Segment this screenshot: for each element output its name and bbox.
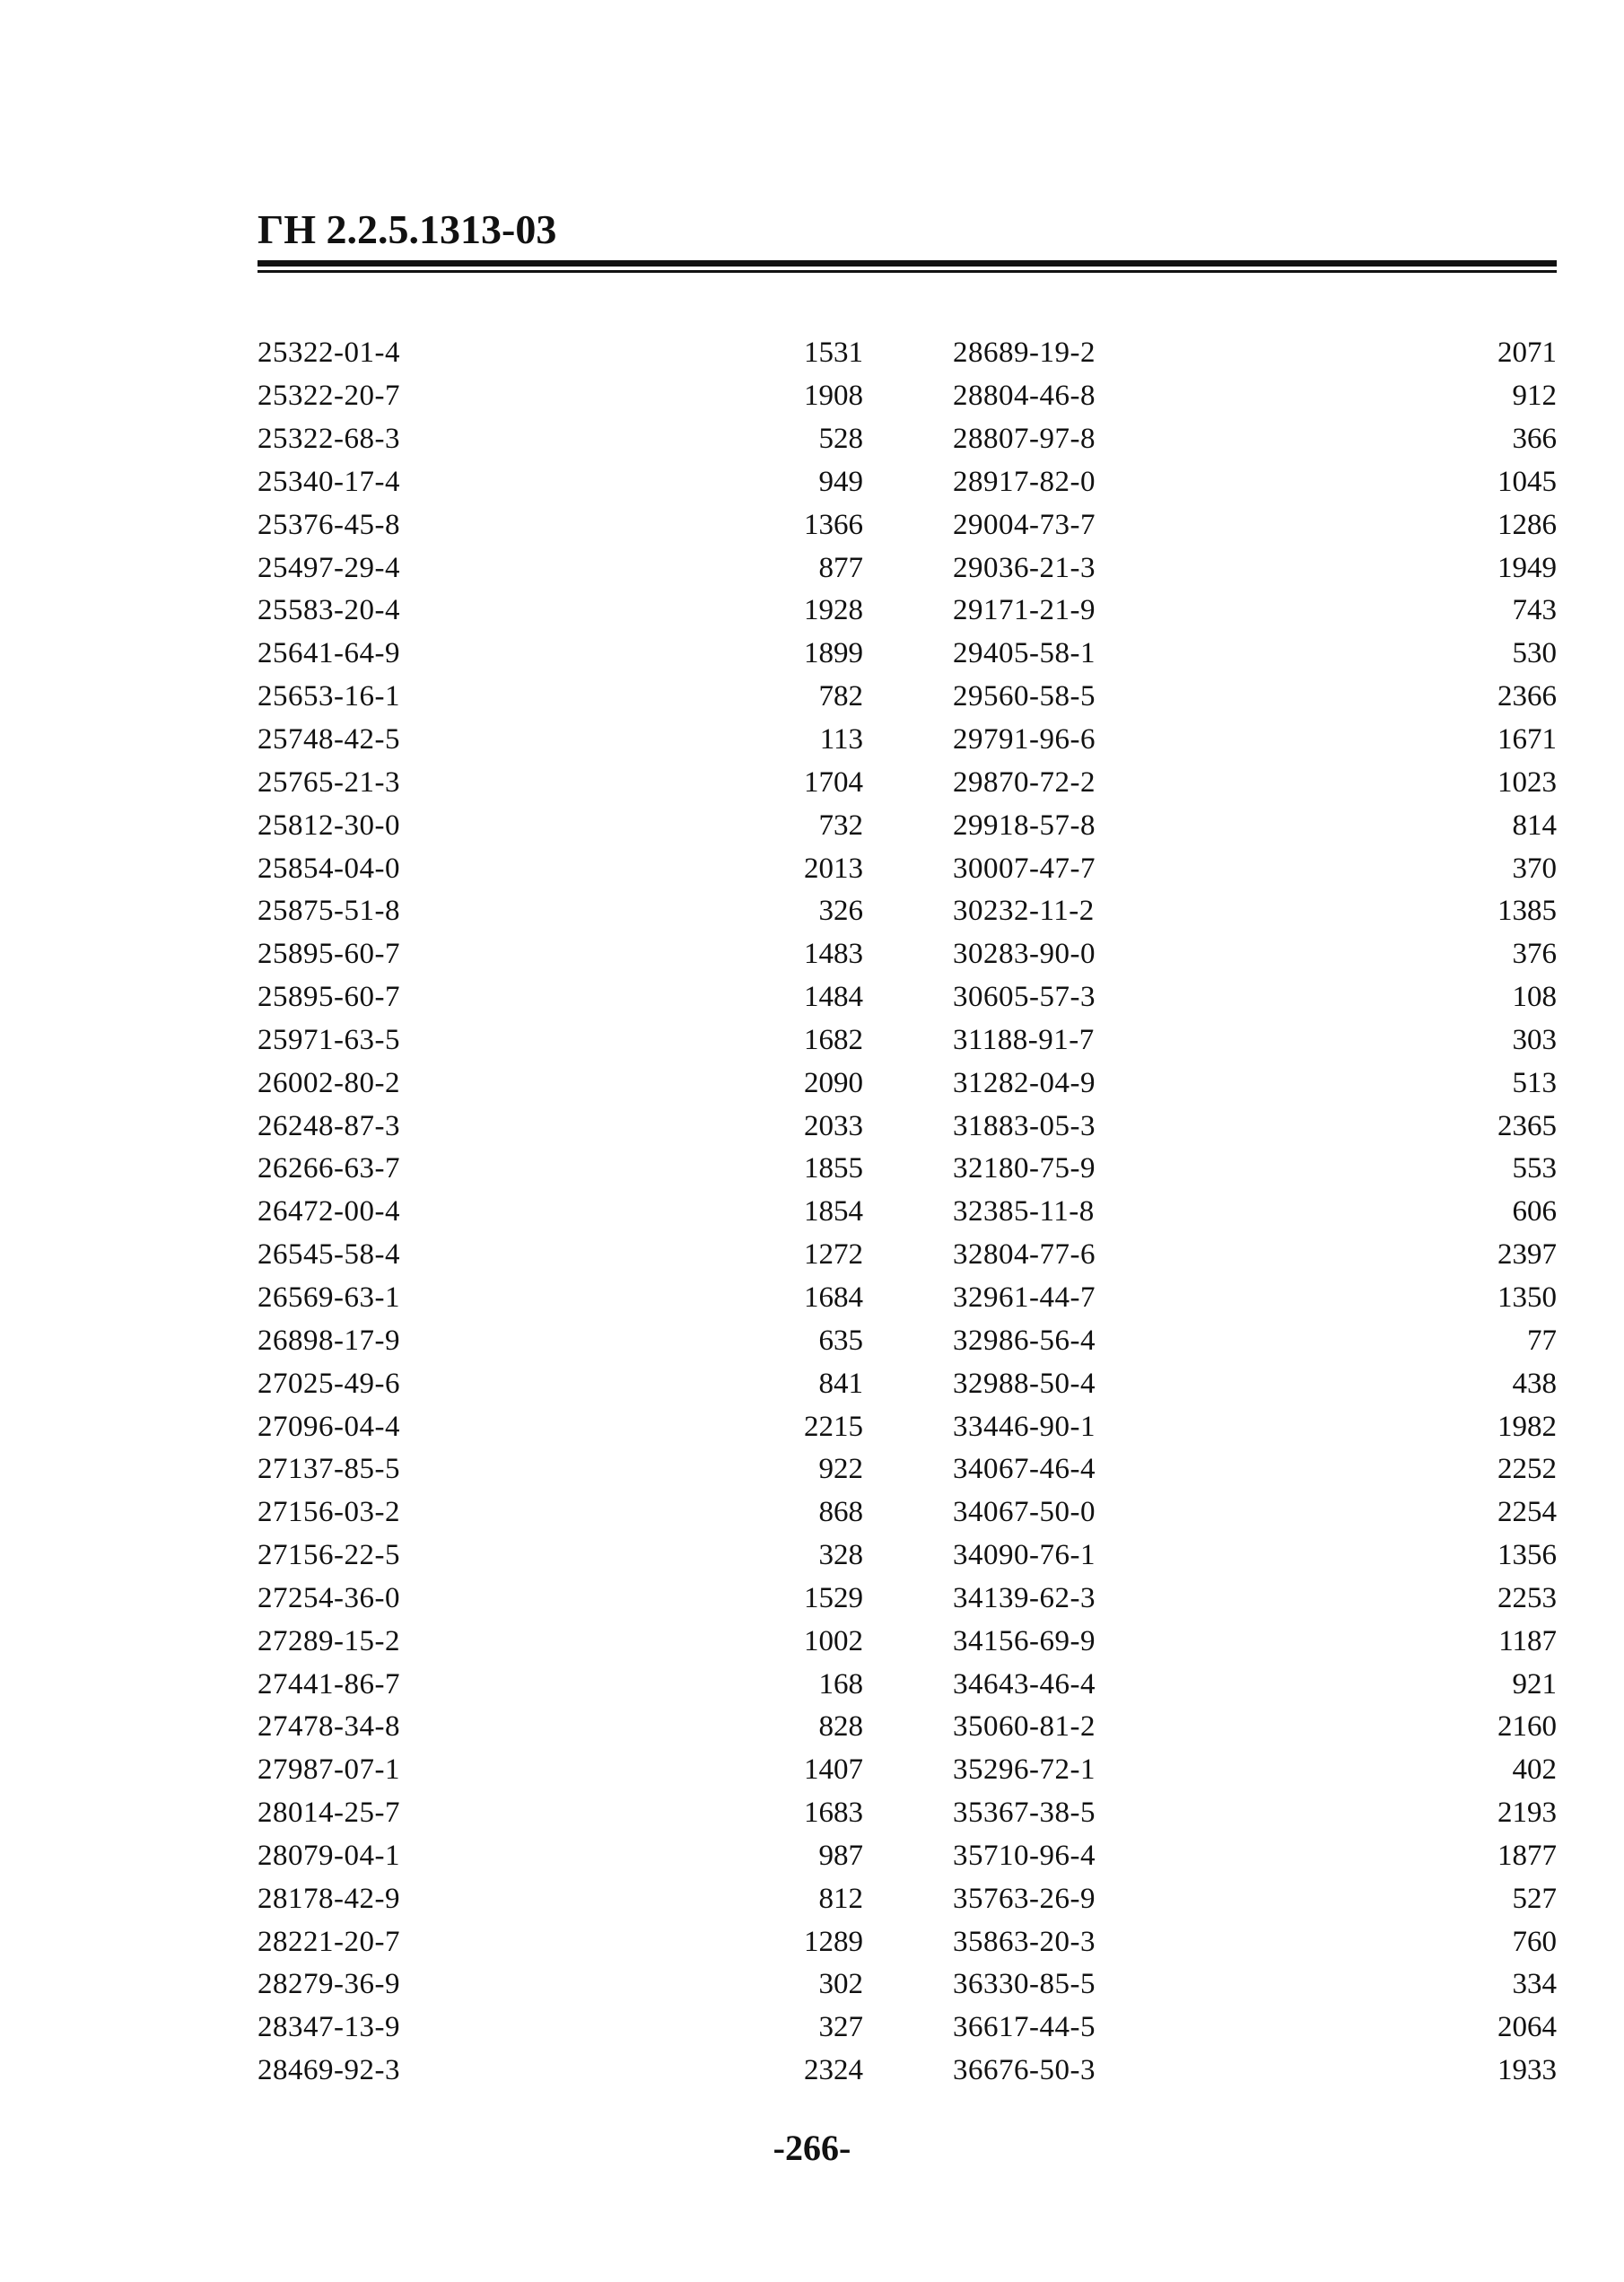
table-row [258, 1792, 863, 1835]
entry-number: 438 [1512, 1367, 1557, 1400]
table-row [258, 976, 863, 1019]
table-row [953, 1963, 1557, 2007]
table-row [953, 890, 1557, 933]
cas-number: 28469-92-3 [258, 2054, 400, 2087]
cas-number: 28014-25-7 [258, 1797, 400, 1830]
entry-number: 370 [1512, 852, 1557, 885]
table-row [953, 590, 1557, 633]
table-row [953, 1234, 1557, 1277]
table-row [953, 1448, 1557, 1491]
cas-number: 27137-85-5 [258, 1453, 400, 1486]
cas-number: 29918-57-8 [953, 809, 1096, 842]
table-row [258, 804, 863, 847]
entry-number: 2090 [804, 1066, 863, 1099]
cas-number: 26898-17-9 [258, 1324, 400, 1357]
table-row [953, 1792, 1557, 1835]
entry-number: 1854 [804, 1195, 863, 1228]
entry-number: 2160 [1497, 1710, 1557, 1744]
cas-number: 28807-97-8 [953, 423, 1096, 456]
entry-number: 987 [818, 1839, 863, 1872]
table-row [953, 1319, 1557, 1362]
entry-number: 841 [818, 1367, 863, 1400]
cas-number: 34156-69-9 [953, 1624, 1096, 1657]
table-row [953, 1577, 1557, 1620]
entry-number: 2365 [1497, 1109, 1557, 1142]
table-row [953, 1835, 1557, 1878]
cas-number: 30283-90-0 [953, 938, 1096, 971]
cas-number: 35710-96-4 [953, 1839, 1096, 1872]
entry-number: 334 [1512, 1968, 1557, 2001]
entry-number: 1855 [804, 1152, 863, 1185]
entry-number: 327 [818, 2011, 863, 2044]
cas-number: 30007-47-7 [953, 852, 1096, 885]
entry-number: 1045 [1497, 465, 1557, 498]
table-row [953, 804, 1557, 847]
table-row [953, 1706, 1557, 1749]
table-row [953, 1105, 1557, 1148]
column-gap [863, 332, 953, 2093]
entry-number: 2324 [804, 2054, 863, 2087]
cas-number: 27156-22-5 [258, 1539, 400, 1572]
entry-number: 1877 [1497, 1839, 1557, 1872]
cas-number: 25641-64-9 [258, 637, 400, 670]
entry-number: 1366 [804, 508, 863, 541]
entry-number: 108 [1512, 981, 1557, 1014]
cas-number: 27096-04-4 [258, 1410, 400, 1443]
cas-number: 27156-03-2 [258, 1496, 400, 1529]
cas-number: 35863-20-3 [953, 1925, 1096, 1958]
cas-number: 25875-51-8 [258, 895, 400, 928]
cas-number: 25340-17-4 [258, 465, 400, 498]
entry-number: 1982 [1497, 1410, 1557, 1443]
table-row [953, 418, 1557, 461]
entry-number: 1187 [1498, 1624, 1557, 1657]
entry-number: 1289 [804, 1925, 863, 1958]
table-row [258, 633, 863, 676]
table-row [953, 1062, 1557, 1105]
cas-number: 36676-50-3 [953, 2054, 1096, 2087]
document-title: ГН 2.2.5.1313-03 [258, 206, 557, 252]
table-row [258, 1663, 863, 1706]
table-row [258, 890, 863, 933]
table-row [258, 1706, 863, 1749]
entry-number: 1704 [804, 765, 863, 799]
cas-number: 29791-96-6 [953, 723, 1096, 756]
cas-number: 32961-44-7 [953, 1281, 1096, 1314]
table-row [258, 1749, 863, 1792]
cas-number: 26002-80-2 [258, 1066, 400, 1099]
cas-number: 26248-87-3 [258, 1109, 400, 1142]
header-rule-thick [258, 260, 1557, 267]
table-row [953, 546, 1557, 590]
entry-number: 2013 [804, 852, 863, 885]
cas-number: 31883-05-3 [953, 1109, 1096, 1142]
cas-number: 26545-58-4 [258, 1238, 400, 1272]
cas-number: 27987-07-1 [258, 1753, 400, 1787]
table-row [953, 1620, 1557, 1663]
table-row [258, 2007, 863, 2050]
entry-number: 302 [818, 1968, 863, 2001]
entry-number: 1002 [804, 1624, 863, 1657]
cas-number: 26266-63-7 [258, 1152, 400, 1185]
table-row [953, 847, 1557, 890]
cas-number: 27289-15-2 [258, 1624, 400, 1657]
table-row [258, 1405, 863, 1448]
table-row [258, 719, 863, 762]
table-row [258, 676, 863, 719]
table-row [953, 1663, 1557, 1706]
table-row [953, 1148, 1557, 1191]
table-row [258, 590, 863, 633]
cas-number: 34139-62-3 [953, 1581, 1096, 1614]
entry-number: 949 [818, 465, 863, 498]
page-header [258, 205, 1557, 273]
cas-number: 35763-26-9 [953, 1882, 1096, 1915]
table-row [258, 1620, 863, 1663]
entry-number: 402 [1512, 1753, 1557, 1787]
table-row [258, 1019, 863, 1062]
cas-number: 31188-91-7 [953, 1023, 1095, 1056]
entry-number: 1385 [1497, 895, 1557, 928]
cas-number: 32180-75-9 [953, 1152, 1096, 1185]
entry-number: 2193 [1497, 1797, 1557, 1830]
cas-number: 25812-30-0 [258, 809, 400, 842]
entry-number: 553 [1512, 1152, 1557, 1185]
cas-number: 25322-20-7 [258, 380, 400, 413]
table-row [258, 1319, 863, 1362]
table-row [953, 461, 1557, 504]
table-row [258, 375, 863, 418]
entry-number: 2064 [1497, 2011, 1557, 2044]
table-row [953, 1534, 1557, 1578]
cas-number: 25322-68-3 [258, 423, 400, 456]
table-row [258, 1362, 863, 1405]
entry-number: 2366 [1497, 680, 1557, 713]
entry-number: 113 [819, 723, 863, 756]
entry-number: 1529 [804, 1581, 863, 1614]
table-row [953, 1491, 1557, 1534]
entry-number: 814 [1512, 809, 1557, 842]
cas-number: 28221-20-7 [258, 1925, 400, 1958]
entry-number: 1933 [1497, 2054, 1557, 2087]
table-row [258, 418, 863, 461]
cas-number: 27025-49-6 [258, 1367, 400, 1400]
cas-number: 25895-60-7 [258, 981, 400, 1014]
table-row [953, 1362, 1557, 1405]
table-row [258, 1963, 863, 2007]
cas-number: 33446-90-1 [953, 1410, 1096, 1443]
cas-number: 34067-46-4 [953, 1453, 1096, 1486]
cas-number: 25653-16-1 [258, 680, 400, 713]
entry-number: 2397 [1497, 1238, 1557, 1272]
entry-number: 868 [818, 1496, 863, 1529]
table-row [953, 1920, 1557, 1963]
table-row [953, 633, 1557, 676]
cas-number: 29171-21-9 [953, 594, 1096, 627]
table-row [258, 1920, 863, 1963]
entry-number: 1908 [804, 380, 863, 413]
entry-number: 168 [818, 1667, 863, 1701]
cas-number: 29036-21-3 [953, 551, 1096, 584]
table-row [258, 933, 863, 976]
entry-number: 2215 [804, 1410, 863, 1443]
table-row [953, 1405, 1557, 1448]
entry-number: 1671 [1497, 723, 1557, 756]
entry-number: 743 [1512, 594, 1557, 627]
entry-number: 1356 [1497, 1539, 1557, 1572]
cas-number: 29560-58-5 [953, 680, 1096, 713]
table-row [953, 375, 1557, 418]
cas-number: 27478-34-8 [258, 1710, 400, 1744]
entry-number: 922 [818, 1453, 863, 1486]
cas-number: 25376-45-8 [258, 508, 400, 541]
entry-number: 635 [818, 1324, 863, 1357]
cas-number: 25854-04-0 [258, 852, 400, 885]
cas-number: 25895-60-7 [258, 938, 400, 971]
entry-number: 1684 [804, 1281, 863, 1314]
table-row [953, 1877, 1557, 1920]
table-row [258, 2050, 863, 2093]
entry-number: 1286 [1497, 508, 1557, 541]
entry-number: 376 [1512, 938, 1557, 971]
entry-number: 1483 [804, 938, 863, 971]
table-row [953, 2050, 1557, 2093]
table-row [258, 1448, 863, 1491]
entry-number: 921 [1512, 1667, 1557, 1701]
cas-number: 27441-86-7 [258, 1667, 400, 1701]
entry-number: 828 [818, 1710, 863, 1744]
table-row [258, 503, 863, 546]
entry-number: 1023 [1497, 765, 1557, 799]
table-row [258, 461, 863, 504]
cas-number: 28279-36-9 [258, 1968, 400, 2001]
cas-number: 35060-81-2 [953, 1710, 1096, 1744]
entry-number: 812 [818, 1882, 863, 1915]
table-row [258, 761, 863, 804]
cas-number: 32804-77-6 [953, 1238, 1096, 1272]
cas-number: 28689-19-2 [953, 337, 1096, 370]
table-row [258, 1105, 863, 1148]
cas-number: 28804-46-8 [953, 380, 1096, 413]
table-row [258, 1277, 863, 1320]
entry-number: 303 [1512, 1023, 1557, 1056]
right-column [953, 332, 1557, 2093]
table-row [258, 847, 863, 890]
entry-number: 912 [1512, 380, 1557, 413]
entry-number: 1350 [1497, 1281, 1557, 1314]
table-row [258, 1191, 863, 1234]
cas-number: 29004-73-7 [953, 508, 1096, 541]
table-row [953, 2007, 1557, 2050]
table-row [953, 933, 1557, 976]
entry-number: 530 [1512, 637, 1557, 670]
table-row [953, 761, 1557, 804]
cas-number: 29405-58-1 [953, 637, 1096, 670]
entry-number: 760 [1512, 1925, 1557, 1958]
entry-number: 1949 [1497, 551, 1557, 584]
cas-number: 32385-11-8 [953, 1195, 1095, 1228]
cas-number: 25748-42-5 [258, 723, 400, 756]
entry-number: 1484 [804, 981, 863, 1014]
entry-number: 1683 [804, 1797, 863, 1830]
table-row [953, 719, 1557, 762]
cas-number: 26569-63-1 [258, 1281, 400, 1314]
table-row [258, 1534, 863, 1578]
entry-number: 606 [1512, 1195, 1557, 1228]
left-column [258, 332, 863, 2093]
cas-number: 28178-42-9 [258, 1882, 400, 1915]
entry-number: 1682 [804, 1023, 863, 1056]
entry-number: 326 [818, 895, 863, 928]
entry-number: 1928 [804, 594, 863, 627]
table-row [953, 1019, 1557, 1062]
cas-index-table [258, 332, 1557, 2093]
cas-number: 28347-13-9 [258, 2011, 400, 2044]
cas-number: 27254-36-0 [258, 1581, 400, 1614]
table-row [953, 503, 1557, 546]
entry-number: 1272 [804, 1238, 863, 1272]
entry-number: 328 [818, 1539, 863, 1572]
cas-number: 30605-57-3 [953, 981, 1096, 1014]
entry-number: 528 [818, 423, 863, 456]
header-rule-thin [258, 270, 1557, 273]
entry-number: 2071 [1497, 337, 1557, 370]
entry-number: 77 [1527, 1324, 1557, 1357]
entry-number: 527 [1512, 1882, 1557, 1915]
cas-number: 36617-44-5 [953, 2011, 1096, 2044]
entry-number: 877 [818, 551, 863, 584]
entry-number: 1899 [804, 637, 863, 670]
cas-number: 28917-82-0 [953, 465, 1096, 498]
cas-number: 32986-56-4 [953, 1324, 1096, 1357]
cas-number: 34090-76-1 [953, 1539, 1096, 1572]
table-row [953, 976, 1557, 1019]
table-row [258, 1877, 863, 1920]
table-row [953, 676, 1557, 719]
cas-number: 32988-50-4 [953, 1367, 1096, 1400]
entry-number: 366 [1512, 423, 1557, 456]
entry-number: 2253 [1497, 1581, 1557, 1614]
entry-number: 782 [818, 680, 863, 713]
cas-number: 25322-01-4 [258, 337, 400, 370]
cas-number: 25583-20-4 [258, 594, 400, 627]
cas-number: 30232-11-2 [953, 895, 1095, 928]
cas-number: 34643-46-4 [953, 1667, 1096, 1701]
table-row [953, 1749, 1557, 1792]
cas-number: 26472-00-4 [258, 1195, 400, 1228]
entry-number: 1531 [804, 337, 863, 370]
table-row [258, 1835, 863, 1878]
table-row [258, 546, 863, 590]
table-row [258, 1148, 863, 1191]
cas-number: 36330-85-5 [953, 1968, 1096, 2001]
cas-number: 35296-72-1 [953, 1753, 1096, 1787]
entry-number: 2252 [1497, 1453, 1557, 1486]
table-row [258, 332, 863, 375]
entry-number: 1407 [804, 1753, 863, 1787]
entry-number: 732 [818, 809, 863, 842]
table-row [258, 1491, 863, 1534]
table-row [258, 1062, 863, 1105]
table-row [953, 1277, 1557, 1320]
cas-number: 25765-21-3 [258, 765, 400, 799]
entry-number: 2254 [1497, 1496, 1557, 1529]
table-row [953, 1191, 1557, 1234]
cas-number: 34067-50-0 [953, 1496, 1096, 1529]
table-row [258, 1234, 863, 1277]
entry-number: 513 [1512, 1066, 1557, 1099]
cas-number: 28079-04-1 [258, 1839, 400, 1872]
cas-number: 29870-72-2 [953, 765, 1096, 799]
cas-number: 25497-29-4 [258, 551, 400, 584]
table-row [953, 332, 1557, 375]
cas-number: 35367-38-5 [953, 1797, 1096, 1830]
page-number: -266- [773, 2128, 851, 2168]
cas-number: 25971-63-5 [258, 1023, 400, 1056]
entry-number: 2033 [804, 1109, 863, 1142]
cas-number: 31282-04-9 [953, 1066, 1096, 1099]
table-row [258, 1577, 863, 1620]
